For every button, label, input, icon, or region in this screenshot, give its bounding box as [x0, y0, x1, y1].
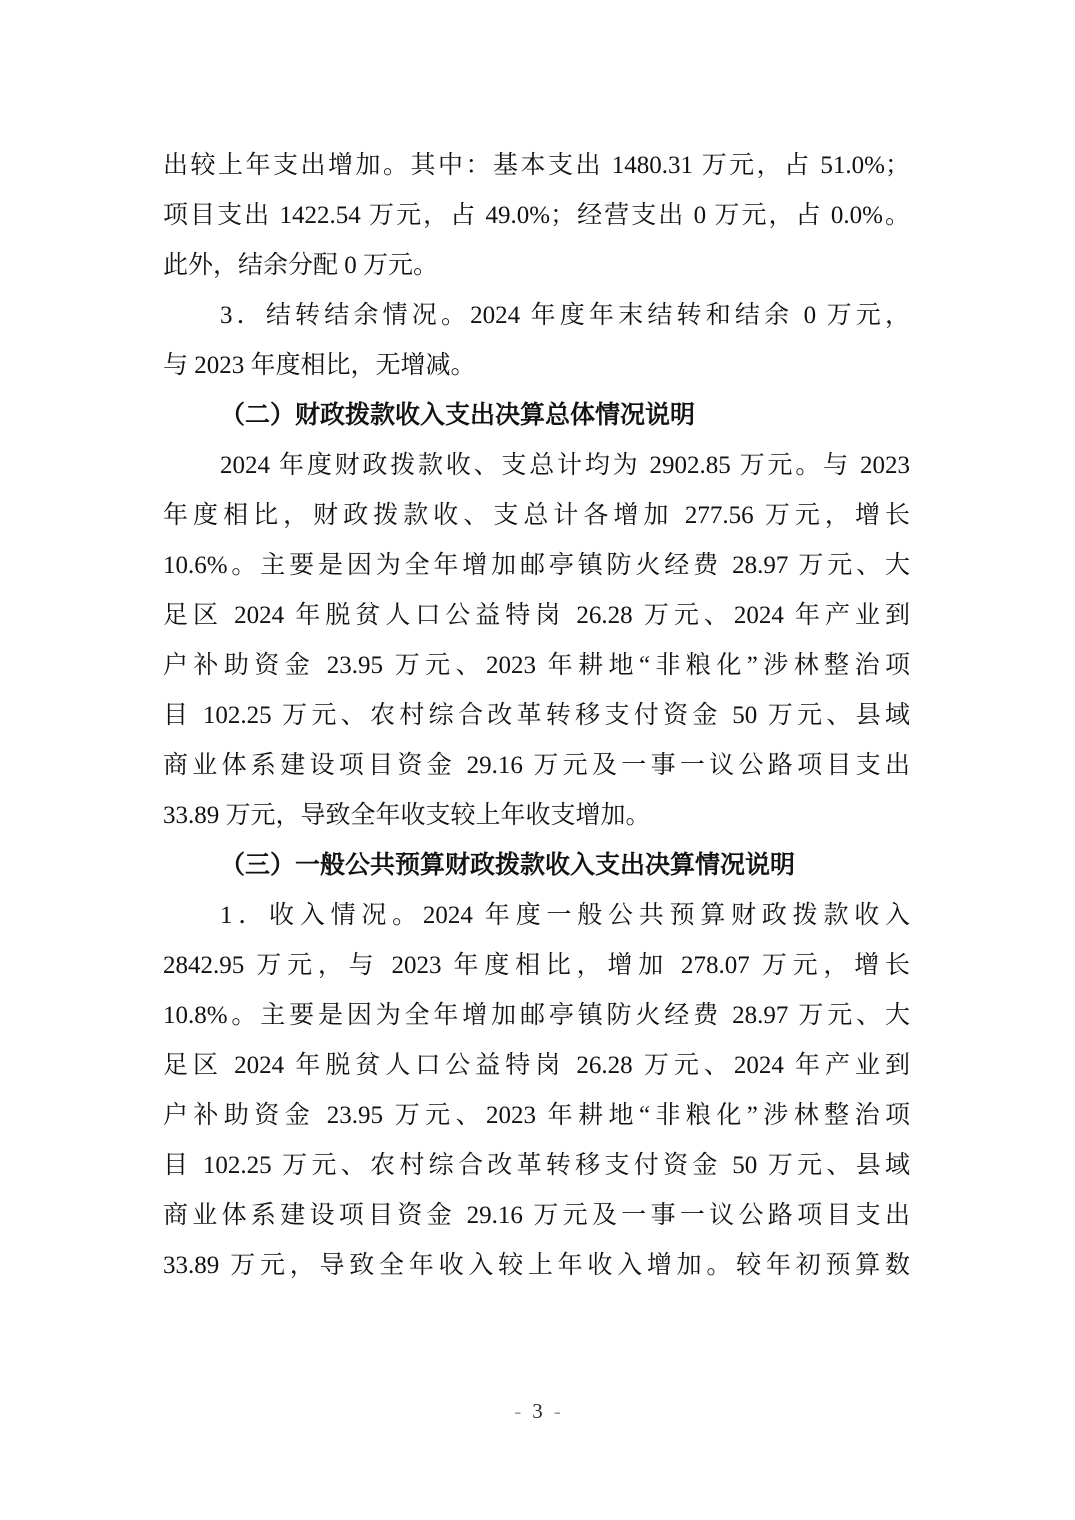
text-line: 33.89 万元，导致全年收入较上年收入增加。较年初预算数: [163, 1252, 910, 1279]
page-footer: [0, 1396, 1075, 1426]
text-line: 此外，结余分配 0 万元。: [163, 252, 439, 279]
text-line: 出较上年支出增加。其中：基本支出 1480.31 万元，占 51.0%；: [163, 152, 910, 179]
text-line: 与 2023 年度相比，无增减。: [163, 352, 476, 379]
text-line: 年度相比，财政拨款收、支总计各增加 277.56 万元，增长: [163, 502, 910, 529]
text-line: 1．收入情况。2024 年度一般公共预算财政拨款收入: [220, 902, 910, 929]
section-heading: （三）一般公共预算财政拨款收入支出决算情况说明: [220, 852, 796, 879]
section-heading: （二）财政拨款收入支出决算总体情况说明: [220, 402, 696, 429]
text-line: 10.8%。主要是因为全年增加邮亭镇防火经费 28.97 万元、大: [163, 1002, 910, 1029]
text-line: 目 102.25 万元、农村综合改革转移支付资金 50 万元、县域: [163, 702, 910, 729]
text-line: 目 102.25 万元、农村综合改革转移支付资金 50 万元、县域: [163, 1152, 910, 1179]
text-line: 商业体系建设项目资金 29.16 万元及一事一议公路项目支出: [163, 1202, 910, 1229]
text-line: 3．结转结余情况。2024 年度年末结转和结余 0 万元，: [220, 302, 910, 329]
text-line: 商业体系建设项目资金 29.16 万元及一事一议公路项目支出: [163, 752, 910, 779]
text-line: 足区 2024 年脱贫人口公益特岗 26.28 万元、2024 年产业到: [163, 1052, 910, 1079]
text-line: 项目支出 1422.54 万元，占 49.0%；经营支出 0 万元，占 0.0%。: [163, 202, 910, 229]
text-line: 33.89 万元，导致全年收支较上年收支增加。: [163, 802, 651, 829]
text-line: 足区 2024 年脱贫人口公益特岗 26.28 万元、2024 年产业到: [163, 602, 910, 629]
page-number: 3: [532, 1399, 543, 1423]
text-line: 户补助资金 23.95 万元、2023 年耕地“非粮化”涉林整治项: [163, 1102, 910, 1129]
text-line: 2842.95 万元，与 2023 年度相比，增加 278.07 万元，增长: [163, 952, 910, 979]
text-line: 户补助资金 23.95 万元、2023 年耕地“非粮化”涉林整治项: [163, 652, 910, 679]
footer-right-dash: -: [553, 1399, 561, 1423]
page-content: [163, 141, 910, 1291]
text-line: 2024 年度财政拨款收、支总计均为 2902.85 万元。与 2023: [220, 452, 910, 479]
footer-left-dash: -: [514, 1399, 522, 1423]
text-line: 10.6%。主要是因为全年增加邮亭镇防火经费 28.97 万元、大: [163, 552, 910, 579]
